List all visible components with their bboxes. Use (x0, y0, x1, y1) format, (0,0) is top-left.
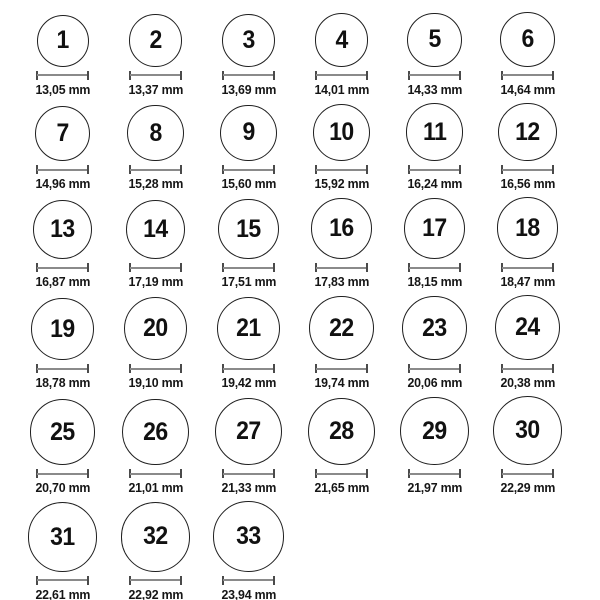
ruler-right-tick (273, 71, 275, 80)
ruler-right-tick (273, 364, 275, 373)
diameter-label: 22,29 mm (500, 480, 555, 496)
ring-size-cell (481, 396, 574, 495)
ruler-line (409, 368, 460, 370)
ruler-right-tick (552, 71, 554, 80)
ring-size-number: 26 (143, 417, 168, 446)
diameter-ruler-icon (501, 469, 554, 478)
ruler-line (37, 169, 88, 171)
ring-circle (222, 14, 275, 67)
ring-size-cell (388, 296, 481, 391)
ruler-line (130, 368, 181, 370)
ring-size-number: 11 (422, 117, 447, 146)
diameter-ruler-icon (222, 71, 275, 80)
ring-circle (30, 399, 96, 465)
ruler-right-tick (459, 263, 461, 272)
ring-circle (497, 197, 559, 259)
diameter-ruler-icon (222, 364, 275, 373)
diameter-ruler-icon (315, 364, 368, 373)
ruler-line (223, 267, 274, 269)
diameter-ruler-icon (36, 263, 89, 272)
ring-size-cell (202, 297, 295, 391)
ruler-right-tick (366, 364, 368, 373)
ruler-line (37, 74, 88, 76)
ruler-line (316, 74, 367, 76)
ruler-right-tick (273, 165, 275, 174)
ring-size-cell (295, 398, 388, 496)
ring-circle (404, 198, 465, 259)
ring-size-number: 6 (521, 24, 534, 53)
ruler-line (409, 74, 460, 76)
ruler-line (223, 74, 274, 76)
ruler-right-tick (180, 165, 182, 174)
diameter-label: 21,33 mm (221, 480, 276, 496)
ruler-right-tick (366, 263, 368, 272)
ruler-line (502, 169, 553, 171)
diameter-label: 19,74 mm (314, 375, 369, 391)
ring-size-cell (16, 502, 109, 600)
diameter-ruler-icon (315, 71, 368, 80)
ring-row (16, 12, 600, 97)
ring-size-cell (16, 15, 109, 97)
ring-size-number: 13 (50, 215, 75, 244)
ruler-line (223, 169, 274, 171)
ring-circle (121, 502, 191, 572)
ring-circle (313, 104, 370, 161)
ruler-right-tick (180, 364, 182, 373)
ruler-line (502, 473, 553, 475)
ruler-line (223, 579, 274, 581)
ring-size-cell (388, 13, 481, 97)
diameter-label: 20,38 mm (500, 375, 555, 391)
ring-circle (31, 298, 93, 360)
diameter-label: 14,01 mm (314, 81, 369, 97)
ring-circle (126, 200, 186, 260)
ring-size-cell (202, 199, 295, 289)
ruler-line (409, 473, 460, 475)
ruler-line (130, 473, 181, 475)
ring-size-cell (295, 13, 388, 97)
ruler-right-tick (366, 469, 368, 478)
ruler-right-tick (459, 469, 461, 478)
ring-circle (28, 502, 97, 571)
ring-circle (37, 15, 89, 67)
diameter-label: 16,87 mm (35, 274, 90, 290)
ring-size-cell (109, 502, 202, 600)
diameter-label: 22,92 mm (128, 586, 183, 600)
ruler-right-tick (87, 263, 89, 272)
ring-size-number: 2 (149, 26, 162, 55)
ring-size-cell (202, 398, 295, 495)
ruler-right-tick (87, 364, 89, 373)
diameter-ruler-icon (408, 165, 461, 174)
ruler-line (130, 74, 181, 76)
ring-size-cell (109, 200, 202, 290)
diameter-ruler-icon (315, 165, 368, 174)
ruler-line (37, 579, 88, 581)
ruler-right-tick (180, 469, 182, 478)
ring-size-number: 20 (143, 314, 168, 343)
diameter-ruler-icon (408, 71, 461, 80)
ruler-right-tick (552, 364, 554, 373)
ring-size-number: 29 (422, 416, 447, 445)
ruler-line (409, 267, 460, 269)
ring-size-cell (388, 397, 481, 495)
ring-size-cell (109, 14, 202, 97)
ring-size-cell (109, 105, 202, 191)
diameter-ruler-icon (36, 165, 89, 174)
ring-circle (407, 13, 461, 67)
diameter-ruler-icon (222, 469, 275, 478)
ring-size-cell (16, 298, 109, 390)
ring-size-number: 17 (422, 213, 447, 242)
ruler-line (502, 74, 553, 76)
diameter-ruler-icon (222, 263, 275, 272)
diameter-ruler-icon (36, 71, 89, 80)
diameter-ruler-icon (408, 263, 461, 272)
ruler-right-tick (552, 469, 554, 478)
ring-size-cell (481, 12, 574, 97)
ring-size-cell (388, 103, 481, 191)
ring-size-cell (202, 105, 295, 192)
ruler-line (130, 169, 181, 171)
ruler-right-tick (366, 71, 368, 80)
ring-circle (308, 398, 376, 466)
ruler-right-tick (273, 469, 275, 478)
ring-circle (400, 397, 468, 465)
ring-row (16, 501, 600, 600)
ruler-right-tick (366, 165, 368, 174)
diameter-ruler-icon (222, 576, 275, 585)
diameter-label: 19,42 mm (221, 375, 276, 391)
ring-size-number: 4 (335, 25, 348, 54)
diameter-ruler-icon (501, 364, 554, 373)
ring-size-number: 31 (50, 522, 75, 551)
ruler-right-tick (273, 263, 275, 272)
diameter-label: 13,69 mm (221, 81, 276, 97)
ring-size-cell (109, 297, 202, 390)
diameter-label: 13,37 mm (128, 81, 183, 97)
diameter-label: 17,83 mm (314, 274, 369, 290)
ring-circle (122, 399, 189, 466)
ruler-right-tick (180, 576, 182, 585)
ring-circle (217, 297, 281, 361)
diameter-label: 15,28 mm (128, 176, 183, 192)
diameter-label: 16,56 mm (500, 176, 555, 192)
ruler-right-tick (552, 263, 554, 272)
ring-size-cell (481, 103, 574, 191)
diameter-ruler-icon (129, 469, 182, 478)
ring-row (16, 295, 600, 390)
ring-size-cell (16, 106, 109, 191)
ring-size-cell (202, 14, 295, 97)
ruler-line (316, 169, 367, 171)
ring-size-number: 9 (242, 118, 255, 147)
diameter-label: 18,78 mm (35, 375, 90, 391)
ring-size-number: 8 (149, 118, 162, 147)
ruler-line (223, 473, 274, 475)
ruler-line (37, 473, 88, 475)
ring-size-cell (295, 104, 388, 191)
ring-size-number: 24 (515, 313, 540, 342)
ruler-right-tick (273, 576, 275, 585)
diameter-ruler-icon (222, 165, 275, 174)
diameter-ruler-icon (129, 576, 182, 585)
ruler-right-tick (87, 469, 89, 478)
diameter-label: 18,47 mm (500, 274, 555, 290)
ruler-line (502, 267, 553, 269)
ring-circle (215, 398, 282, 465)
ring-size-cell (16, 399, 109, 495)
ruler-line (130, 579, 181, 581)
ruler-line (223, 368, 274, 370)
diameter-label: 16,24 mm (407, 176, 462, 192)
ring-circle (129, 14, 182, 67)
diameter-label: 14,96 mm (35, 176, 90, 192)
ruler-right-tick (87, 71, 89, 80)
diameter-ruler-icon (36, 469, 89, 478)
ring-row (16, 197, 600, 289)
diameter-label: 15,60 mm (221, 176, 276, 192)
ring-size-number: 18 (515, 213, 540, 242)
ring-size-cell (109, 399, 202, 496)
ruler-right-tick (180, 263, 182, 272)
ring-size-number: 33 (236, 522, 261, 551)
ring-size-number: 14 (143, 214, 168, 243)
diameter-ruler-icon (501, 71, 554, 80)
ring-circle (124, 297, 187, 360)
diameter-label: 20,06 mm (407, 375, 462, 391)
ring-circle (220, 105, 277, 162)
ruler-line (316, 473, 367, 475)
ring-circle (309, 296, 373, 360)
ring-circle (315, 13, 369, 67)
ring-size-number: 15 (236, 214, 261, 243)
ring-size-number: 1 (56, 26, 69, 55)
ring-size-cell (295, 198, 388, 289)
ruler-line (316, 267, 367, 269)
diameter-label: 20,70 mm (35, 480, 90, 496)
ring-size-number: 12 (515, 117, 540, 146)
ring-circle (498, 103, 556, 161)
diameter-label: 15,92 mm (314, 176, 369, 192)
ring-size-cell (388, 198, 481, 289)
ring-circle (35, 106, 90, 161)
diameter-ruler-icon (408, 364, 461, 373)
ruler-right-tick (180, 71, 182, 80)
ruler-line (409, 169, 460, 171)
ruler-line (316, 368, 367, 370)
ring-size-cell (481, 295, 574, 390)
ring-circle (500, 12, 555, 67)
diameter-ruler-icon (315, 263, 368, 272)
ruler-right-tick (552, 165, 554, 174)
diameter-label: 19,10 mm (128, 375, 183, 391)
diameter-label: 18,15 mm (407, 274, 462, 290)
ring-size-number: 32 (143, 522, 168, 551)
ring-size-number: 16 (329, 214, 354, 243)
diameter-ruler-icon (36, 364, 89, 373)
ring-size-cell (16, 200, 109, 289)
ring-circle (311, 198, 372, 259)
ring-size-number: 28 (329, 416, 354, 445)
diameter-ruler-icon (315, 469, 368, 478)
ring-circle (406, 103, 464, 161)
diameter-label: 13,05 mm (35, 81, 90, 97)
diameter-ruler-icon (408, 469, 461, 478)
diameter-label: 23,94 mm (221, 586, 276, 600)
ring-size-number: 3 (242, 25, 255, 54)
ring-size-cell (481, 197, 574, 289)
ruler-right-tick (459, 364, 461, 373)
diameter-ruler-icon (129, 71, 182, 80)
diameter-label: 14,64 mm (500, 81, 555, 97)
ruler-line (502, 368, 553, 370)
diameter-ruler-icon (129, 263, 182, 272)
ring-size-number: 10 (329, 118, 354, 147)
ruler-line (37, 267, 88, 269)
diameter-ruler-icon (36, 576, 89, 585)
ring-size-number: 27 (236, 417, 261, 446)
ring-circle (493, 396, 562, 465)
diameter-label: 22,61 mm (35, 586, 90, 600)
ring-size-cell (202, 501, 295, 600)
diameter-label: 17,51 mm (221, 274, 276, 290)
ring-size-number: 21 (236, 314, 261, 343)
ring-size-number: 19 (50, 314, 75, 343)
ring-circle (495, 295, 560, 360)
diameter-label: 21,01 mm (128, 480, 183, 496)
diameter-ruler-icon (129, 364, 182, 373)
diameter-ruler-icon (129, 165, 182, 174)
ring-circle (127, 105, 183, 161)
ring-row (16, 103, 600, 191)
ruler-line (37, 368, 88, 370)
ruler-right-tick (87, 576, 89, 585)
ruler-right-tick (459, 165, 461, 174)
ring-size-number: 5 (428, 25, 441, 54)
ring-size-cell (295, 296, 388, 390)
diameter-label: 14,33 mm (407, 81, 462, 97)
ring-circle (218, 199, 278, 259)
ring-size-number: 23 (422, 313, 447, 342)
ruler-right-tick (87, 165, 89, 174)
ring-size-number: 30 (515, 416, 540, 445)
ring-size-number: 22 (329, 313, 354, 342)
ring-size-number: 25 (50, 417, 75, 446)
ring-circle (33, 200, 92, 259)
ring-circle (213, 501, 284, 572)
diameter-label: 21,65 mm (314, 480, 369, 496)
diameter-label: 21,97 mm (407, 480, 462, 496)
ruler-line (130, 267, 181, 269)
ring-circle (402, 296, 467, 361)
ring-row (16, 396, 600, 495)
diameter-ruler-icon (501, 263, 554, 272)
ruler-right-tick (459, 71, 461, 80)
ring-size-number: 7 (56, 119, 69, 148)
diameter-label: 17,19 mm (128, 274, 183, 290)
diameter-ruler-icon (501, 165, 554, 174)
